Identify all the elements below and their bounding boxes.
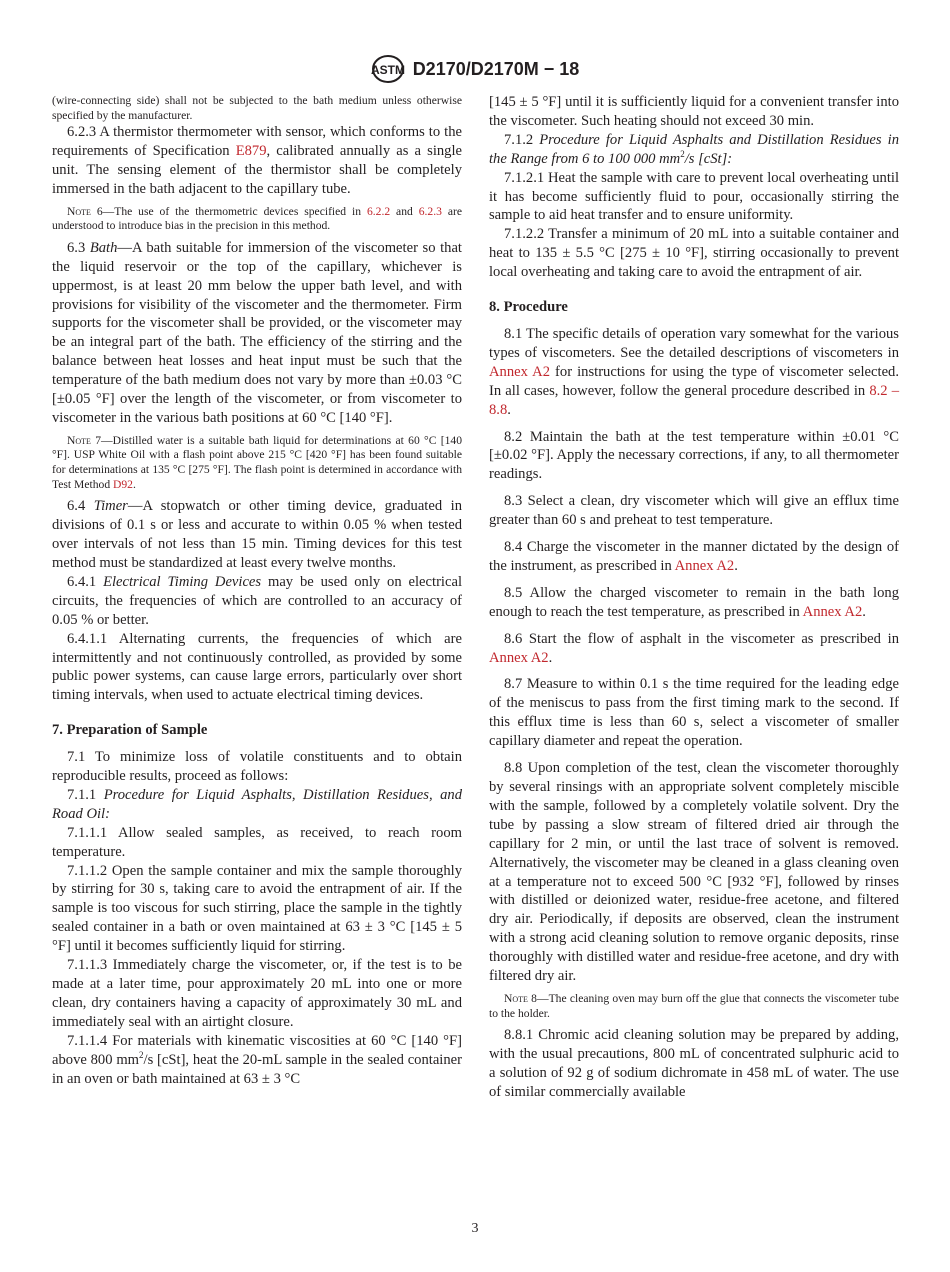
- note-label: Note 7: [67, 433, 102, 447]
- paragraph: [489, 759, 899, 986]
- astm-logo-icon: [371, 54, 405, 84]
- text-run: 7.1.1.3 Immediately charge the viscometer, or, if the test is to be made at a later time, pour approximately 20 mL into one or more clean, dry containers having a capacity of approximately 30 mL and immediately seal with an airtight closure.: [52, 957, 462, 1030]
- note: [489, 992, 899, 1021]
- paragraph: [52, 1032, 462, 1089]
- text-run: 7.1.1.2 Open the sample container and mix the sample thoroughly by stirring for 30 s, taking care to avoid the entrapment of air. If the sample is too viscous for such stirring, place the sample in the tightly sealed container in a bath or oven maintained at 63 ± 3 °C [145 ± 5 °F] until it becomes sufficiently liquid for stirring.: [52, 862, 462, 955]
- document-id: D2170/D2170M − 18: [412, 58, 580, 79]
- superscript: 2: [680, 148, 685, 159]
- text-run: 8.7 Measure to within 0.1 s the time required for the leading edge of the meniscus to pass from the first timing mark to the second. If this efflux time is less than 60 s, select a viscometer of smaller capillary diameter and repeat the operation.: [489, 676, 899, 750]
- text-run: are understood to introduce bias in the precision in this method.: [52, 204, 462, 233]
- paragraph: [52, 497, 462, 573]
- right-column: [489, 93, 899, 1102]
- italic-text: Timer: [93, 498, 128, 515]
- text-run: .: [862, 603, 866, 620]
- italic-text: Procedure for Liquid Asphalts, Distillation Residues, and Road Oil:: [52, 786, 462, 822]
- paragraph: [52, 239, 462, 428]
- text-run: [145 ± 5 °F] until it is sufficiently liquid for a convenient transfer into the viscometer. Such heating should not exceed 30 min.: [489, 94, 899, 129]
- italic-text: Procedure for Liquid Asphalts and Distillation Residues in the Range from 6 to 100 000 mm: [489, 131, 899, 167]
- paragraph: [489, 131, 899, 169]
- paragraph-continued: [52, 93, 462, 123]
- text-run: 7.1 To minimize loss of volatile constituents and to obtain reproducible results, proceed as follows:: [52, 749, 462, 785]
- text-run: 7.1.2.2 Transfer a minimum of 20 mL into a suitable container and heat to 135 ± 5.5 °C [275 ± 10 °F], stirring occasionally to prevent local overheating and taking care to avoid the entrapment of air.: [489, 226, 899, 281]
- cross-reference-link[interactable]: Annex A2: [674, 557, 735, 574]
- note-label: Note 8: [504, 991, 537, 1005]
- italic-text: Bath: [89, 239, 118, 256]
- section-heading: [52, 721, 462, 740]
- note: [52, 434, 462, 492]
- text-run: 8.1 The specific details of operation vary somewhat for the various types of viscometers. See the detailed descriptions of viscometers in: [489, 325, 899, 361]
- cross-reference-link[interactable]: Annex A2: [489, 649, 549, 666]
- text-run: and: [390, 204, 419, 218]
- text-run: 6.4.1.1 Alternating currents, the frequencies of which are intermittently and not continuously controlled, as provided by some public power systems, can cause large errors, particularly over short timing intervals, when used to actuate electrical timing devices.: [52, 630, 462, 704]
- text-run: 8.6 Start the flow of asphalt in the viscometer as prescribed in: [504, 630, 899, 647]
- paragraph: [52, 956, 462, 1032]
- text-run: 7.1.1.4 For materials with kinematic viscosities at 60 °C [140 °F] above 800 mm: [52, 1032, 462, 1068]
- text-run: —Distilled water is a suitable bath liquid for determinations at 60 °C [140 °F]. USP White Oil with a flash point above 215 °C [420 °F] has been found suitable for determinations at 135 °C [275 °F]. The flash point is determined in accordance with Test Method: [52, 433, 462, 491]
- text-run: —A bath suitable for immersion of the viscometer so that the liquid reservoir or the top of the capillary, whichever is uppermost, is at least 20 mm below the upper bath level, and with provisions for visibility of the viscometer and the thermometer. Firm supports for the viscometer shall be provided, or the viscometer may be an integral part of the bath. The efficiency of the stirring and the balance between heat losses and heat input must be such that the temperature of the bath medium does not vary by more than ±0.03 °C [±0.05 °F] over the length of the viscometer, or from viscometer to viscometer in the various bath positions at 60 °C [140 °F].: [52, 239, 462, 426]
- cross-reference-link[interactable]: 8.2 – 8.8: [489, 382, 899, 418]
- paragraph: [489, 428, 899, 485]
- text-run: 7.1.1: [67, 786, 104, 803]
- text-run: 8.4 Charge the viscometer in the manner dictated by the design of the instrument, as prescribed in: [489, 539, 899, 574]
- text-run: .: [548, 649, 553, 666]
- note-label: Note 6: [67, 204, 103, 218]
- italic-text: /s [cSt]:: [684, 150, 733, 167]
- text-run: 6.3: [67, 239, 90, 256]
- text-run: 6.4: [67, 498, 94, 515]
- paragraph: [52, 748, 462, 786]
- text-run: 6.4.1: [67, 573, 104, 590]
- text-run: 8.8.1 Chromic acid cleaning solution may be prepared by adding, with the usual precautions, 800 mL of concentrated sulphuric acid to a solution of 92 g of sodium dichromate in 458 mL of water. The use of similar commercially available: [489, 1027, 899, 1100]
- text-run: —A stopwatch or other timing device, graduated in divisions of 0.1 s or less and accurate to within 0.05 % when tested over intervals of not less than 15 min. Timing devices for this test method must be standardized at least every twelve months.: [52, 498, 463, 571]
- paragraph: [489, 584, 899, 622]
- paragraph: [52, 573, 462, 630]
- section-heading: [489, 298, 899, 317]
- text-run: .: [734, 557, 738, 574]
- cross-reference-link[interactable]: 6.2.2: [366, 204, 391, 218]
- paragraph-continued: [489, 93, 899, 131]
- page-header: [0, 54, 950, 84]
- italic-text: Electrical Timing Devices: [103, 573, 262, 590]
- text-run: 6.2.3 A thermistor thermometer with sensor, which conforms to the requirements of Specification: [52, 124, 462, 159]
- text-run: 7.1.1.1 Allow sealed samples, as received, to reach room temperature.: [52, 824, 462, 860]
- text-run: may be used only on electrical circuits, the frequencies of which are controlled to an accuracy of 0.05 % or better.: [52, 573, 462, 628]
- text-run: /s [cSt], heat the 20-mL sample in the sealed container in an oven or bath maintained at 63 ± 3 °C: [52, 1051, 462, 1087]
- text-run: 8.5 Allow the charged viscometer to remain in the bath long enough to reach the test temperature, as prescribed in: [489, 584, 899, 620]
- paragraph: [489, 675, 899, 751]
- text-run: 7. Preparation of Sample: [52, 722, 208, 739]
- paragraph: [52, 123, 462, 199]
- paragraph: [489, 225, 899, 282]
- paragraph: [52, 630, 462, 706]
- paragraph: [489, 538, 899, 576]
- paragraph: [52, 786, 462, 824]
- paragraph: [489, 325, 899, 420]
- text-run: 7.1.2.1 Heat the sample with care to prevent local overheating until it has become sufficiently fluid to pour, occasionally stirring the sample to aid heat transfer and to ensure uniformity.: [489, 169, 899, 224]
- text-run: 7.1.2: [504, 131, 540, 148]
- cross-reference-link[interactable]: D92: [113, 477, 133, 491]
- paragraph: [489, 630, 899, 668]
- text-run: 8.2 Maintain the bath at the test temperature within ±0.01 °C [±0.02 °F]. Apply the necessary corrections, if any, to all thermometer readings.: [489, 428, 899, 483]
- text-run: (wire-connecting side) shall not be subjected to the bath medium unless otherwise specified by the manufacturer.: [52, 94, 462, 122]
- cross-reference-link[interactable]: 6.2.3: [418, 204, 442, 218]
- superscript: 2: [139, 1049, 144, 1060]
- page-number: 3: [471, 1221, 479, 1236]
- note: [52, 205, 462, 234]
- text-run: .: [507, 401, 511, 418]
- paragraph: [489, 169, 899, 226]
- svg-text:ASTM: ASTM: [370, 63, 405, 77]
- text-run: for instructions for using the type of viscometer selected. In all cases, however, follow the general procedure described in: [489, 363, 899, 399]
- text-run: —The use of the thermometric devices specified in: [102, 204, 367, 218]
- paragraph: [489, 1026, 899, 1102]
- text-run: —The cleaning oven may burn off the glue that connects the viscometer tube to the holder.: [489, 991, 899, 1020]
- left-column: [52, 93, 462, 1088]
- cross-reference-link[interactable]: Annex A2: [489, 363, 550, 380]
- paragraph: [52, 862, 462, 957]
- paragraph: [489, 492, 899, 530]
- text-run: , calibrated annually as a single unit. The sensing element of the thermistor shall be completely immersed in the bath adjacent to the capillary tube.: [52, 142, 462, 197]
- cross-reference-link[interactable]: E879: [235, 142, 267, 159]
- paragraph: [52, 824, 462, 862]
- text-run: .: [132, 477, 136, 491]
- text-run: 8.8 Upon completion of the test, clean the viscometer thoroughly by several rinsings with an appropriate solvent completely miscible with the sample, followed by a completely volatile solvent. Dry the tube by passing a slow stream of filtered dried air through the capillary for 2 min, or until the last trace of solvent is removed. Alternatively, the viscometer may be cleaned in a glass cleaning oven at a temperature not to exceed 500 °C [932 °F], followed by rinses with distilled or deionized water, residue-free acetone, and filtered dry air. Periodically, if deposits are observed, clean the instrument with a strong acid cleaning solution to remove organic deposits, rinse thoroughly with distilled water and residue-free acetone, and dry with filtered dry air.: [489, 760, 899, 985]
- text-run: 8. Procedure: [489, 299, 568, 316]
- cross-reference-link[interactable]: Annex A2: [802, 603, 863, 620]
- text-run: 8.3 Select a clean, dry viscometer which will give an efflux time greater than 60 s and preheat to test temperature.: [489, 493, 899, 529]
